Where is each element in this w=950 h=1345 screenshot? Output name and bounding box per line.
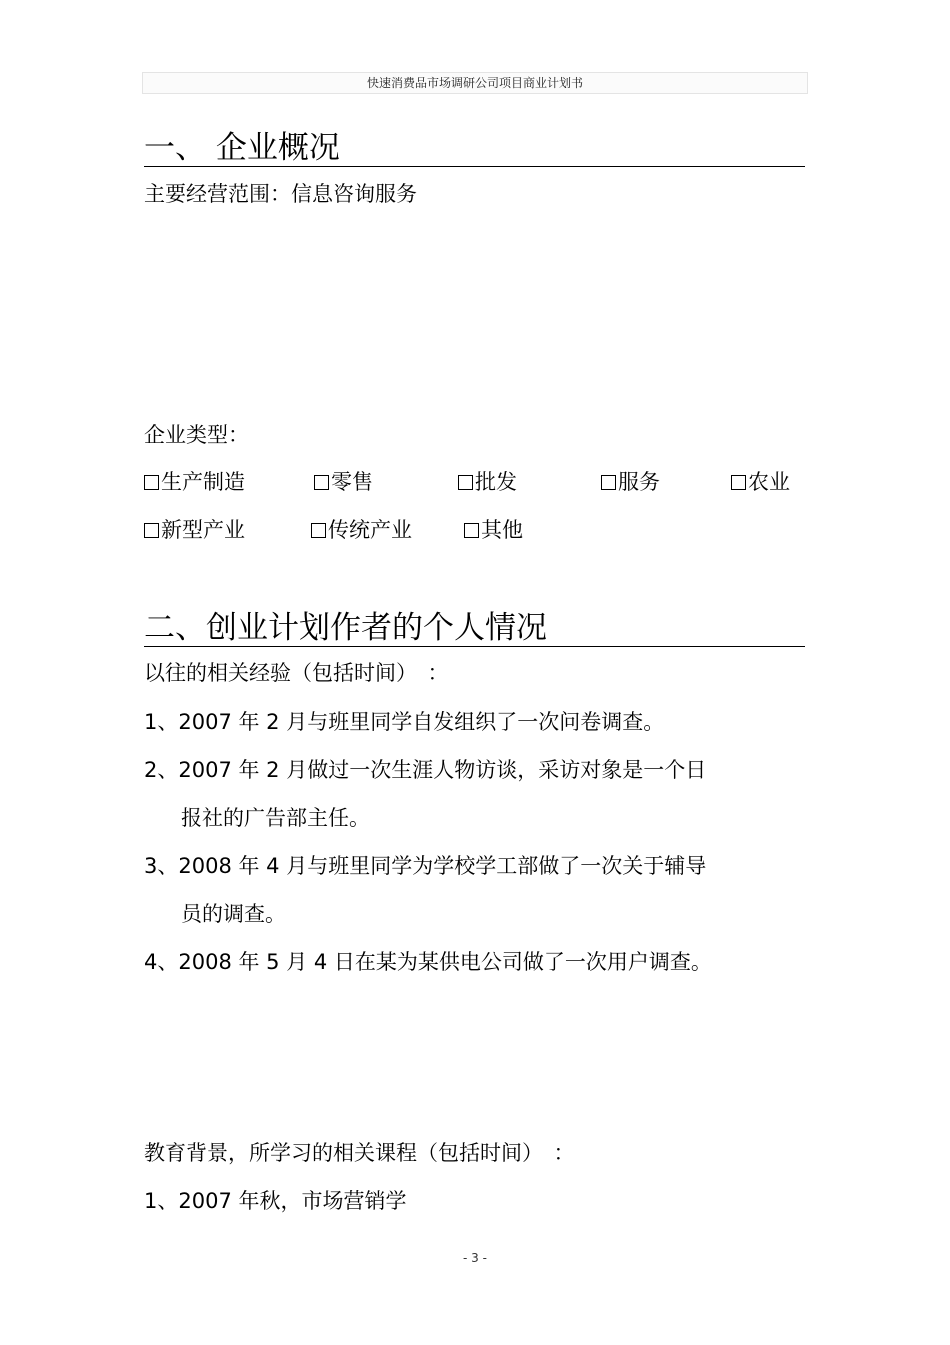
education-label: 教育背景，所学习的相关课程（包括时间） ： <box>144 1141 575 1165</box>
option-other[interactable]: 其他 <box>464 516 523 544</box>
checkbox-icon[interactable] <box>464 523 479 538</box>
company-type-label: 企业类型： <box>144 423 249 447</box>
checkbox-icon[interactable] <box>601 475 616 490</box>
experience-item-1: 1、2007 年 2 月与班里同学自发组织了一次问卷调查。 <box>144 710 665 734</box>
section-heading-company-overview: 一、 企业概况 <box>144 130 805 167</box>
checkbox-icon[interactable] <box>311 523 326 538</box>
option-wholesale[interactable]: 批发 <box>458 468 517 496</box>
option-traditional-industry[interactable]: 传统产业 <box>311 516 412 544</box>
business-scope: 主要经营范围：信息咨询服务 <box>144 182 417 206</box>
experience-item-2-cont: 报社的广告部主任。 <box>181 806 370 830</box>
checkbox-icon[interactable] <box>144 523 159 538</box>
checkbox-icon[interactable] <box>731 475 746 490</box>
option-service[interactable]: 服务 <box>601 468 660 496</box>
experience-label: 以往的相关经验（包括时间） ： <box>144 661 449 685</box>
experience-item-2: 2、2007 年 2 月做过一次生涯人物访谈，采访对象是一个日 <box>144 758 707 782</box>
checkbox-icon[interactable] <box>458 475 473 490</box>
option-manufacturing[interactable]: 生产制造 <box>144 468 245 496</box>
education-item-1: 1、2007 年秋，市场营销学 <box>144 1189 407 1213</box>
section-heading-author-info: 二、创业计划作者的个人情况 <box>144 610 805 647</box>
checkbox-icon[interactable] <box>314 475 329 490</box>
option-retail[interactable]: 零售 <box>314 468 373 496</box>
option-agriculture[interactable]: 农业 <box>731 468 790 496</box>
experience-item-4: 4、2008 年 5 月 4 日在某为某供电公司做了一次用户调查。 <box>144 950 712 974</box>
option-new-industry[interactable]: 新型产业 <box>144 516 245 544</box>
checkbox-icon[interactable] <box>144 475 159 490</box>
page-header: 快速消费品市场调研公司项目商业计划书 <box>142 72 808 94</box>
page-number: - 3 - <box>463 1251 487 1265</box>
experience-item-3: 3、2008 年 4 月与班里同学为学校学工部做了一次关于辅导 <box>144 854 707 878</box>
experience-item-3-cont: 员的调查。 <box>181 902 286 926</box>
